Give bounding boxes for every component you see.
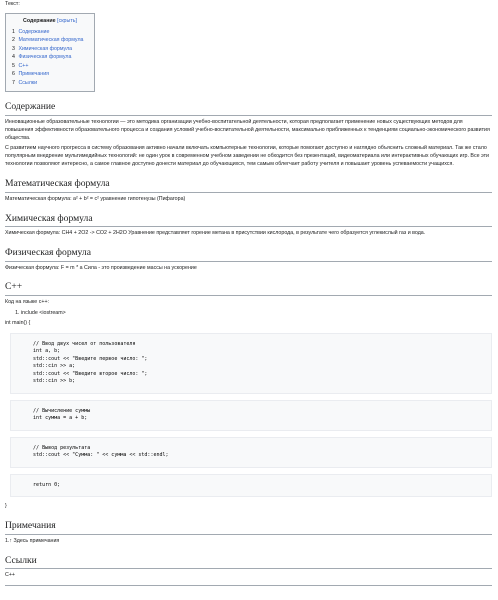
table-of-contents [5,13,95,92]
heading-notes: Примечания [5,520,492,534]
paragraph-math: Математическая формула: a² + b² = c² уравнение гипотенузы (Пифагора) [5,195,186,202]
intro-label: Текст: [5,1,20,7]
heading-math: Математическая формула [5,178,492,192]
include-item: 1. include <iostream> [21,310,492,318]
heading-content: Содержание [5,101,492,115]
article [0,1,498,586]
paragraph-content-1: Инновационные образовательные технологии — это методика организации учебно-воспитательной деятельности, которая предполагает применение новых существующих методов для повышения эффективности образовательного процесса и создания условий учебно-воспитательной деятельности, максимально приближенных к тенденциям социально-экономического развития общества. [5,118,490,141]
toc-item [12,53,88,61]
heading-links: Ссылки [5,555,492,569]
toc-link-math[interactable]: Математическая формула [18,37,84,44]
include-list [5,310,492,318]
toc-item [12,62,88,70]
toc-item-number: 1 [12,28,15,35]
code-block-input: // Ввод двух чисел от пользователя int a, b; std::cout << "Введите первое число: "; std::cin >> a; std::cout << "Введите второе число: "; std::cin >> b; [10,333,492,394]
toc-item-number: 2 [12,37,15,44]
toc-link-chem[interactable]: Химическая формула [18,45,73,52]
heading-cpp: C++ [5,281,492,295]
heading-phys: Физическая формула [5,247,492,261]
toc-link-content[interactable]: Содержание [18,28,50,35]
toc-link-cpp[interactable]: C++ [18,62,29,69]
code-block-output: // Вывод результата std::cout << "Сумма: " << сумма << std::endl; [10,437,492,468]
toc-toggle-link[interactable]: [скрыть] [57,17,77,24]
paragraph-content-2: С развитием научного прогресса в систему образования активно начали включать компьютерные технологии, которые помогают доступно и наглядно объяснить сложный материал. Так же стало популярным внедрение мультимедийных технологий: не один урок в современном учебном заведении не обходится без презентаций, видеоматериала или интерактивных обучающих игр. Все эти технологии позволяют интересно, а самое главное доступно донести материал до обучающихся, тем самым облегчает работу учителя и повышает уровень успеваемости учащихся. [5,145,489,168]
paragraph-notes: 1.↑ Здесь примечания [5,537,60,544]
toc-item [12,36,88,44]
toc-item [12,28,88,36]
toc-item-number: 4 [12,54,15,61]
toc-link-phys[interactable]: Физическая формула [18,54,72,61]
code-block-sum: // Вычисление суммы int сумма = a + b; [10,400,492,431]
toc-header [12,18,88,26]
code-block-return: return 0; [10,474,492,498]
toc-link-links[interactable]: Ссылки [18,79,38,86]
toc-item [12,70,88,78]
code-main-close: } [5,503,7,510]
toc-item [12,79,88,87]
toc-item-number: 6 [12,71,15,78]
toc-item-number: 7 [12,79,15,86]
heading-chem: Химическая формула [5,213,492,227]
code-main-open: int main() { [5,319,31,326]
toc-title: Содержание [23,17,56,24]
toc-link-notes[interactable]: Примечания [18,71,50,78]
toc-item-number: 3 [12,45,15,52]
paragraph-links: C++ [5,572,16,579]
code-intro-label: Код на языке c++: [5,298,50,305]
bottom-divider [5,585,492,586]
toc-item [12,45,88,53]
paragraph-chem: Химическая формула: CH4 + 2O2 -> CO2 + 2H2O Уравнение представляет горение метана в присутствии кислорода, в результате чего образуется углекислый газ и вода. [5,230,426,237]
toc-item-number: 5 [12,62,15,69]
toc-list [12,28,88,87]
paragraph-phys: Физическая формула: F = m * a Сила - это произведение массы на ускорение [5,264,197,271]
